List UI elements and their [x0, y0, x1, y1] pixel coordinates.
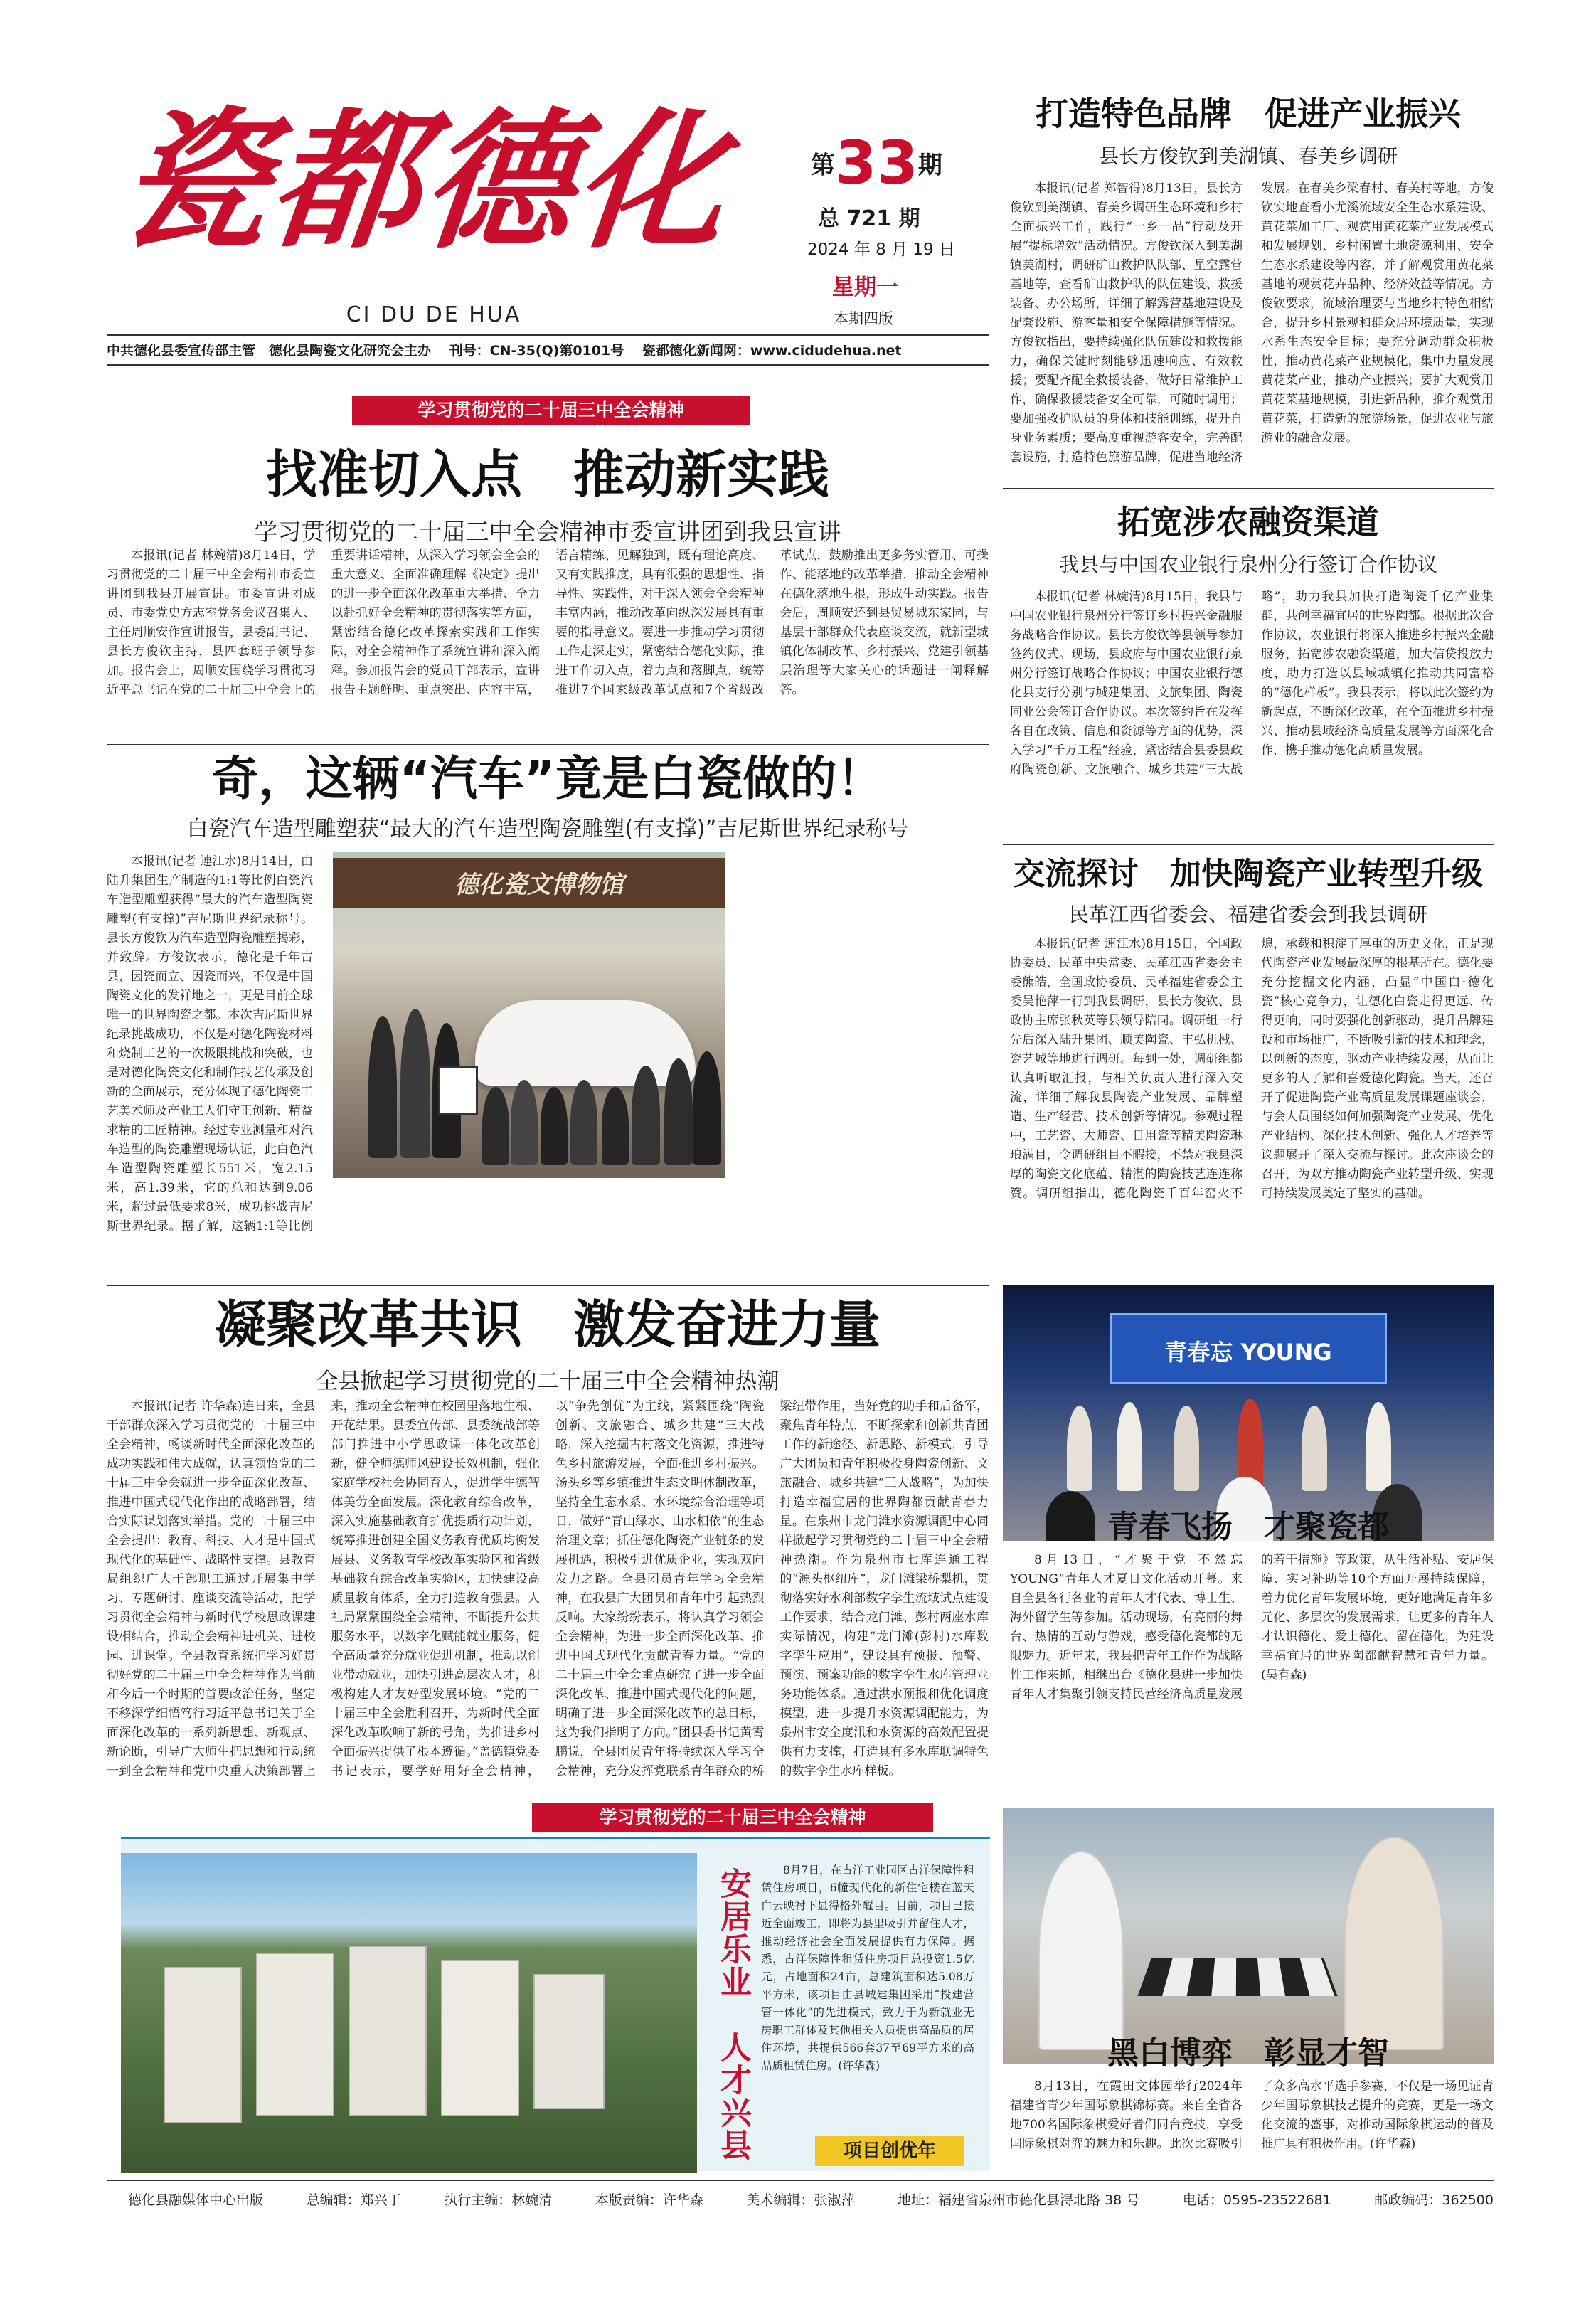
person [400, 1009, 430, 1158]
footer-address: 地址：福建省泉州市德化县浔北路 38 号 [898, 2192, 1140, 2208]
footer [128, 2190, 1494, 2214]
chess-board [1137, 1958, 1337, 1996]
stage-screen-text: 青春忘 YOUNG [1164, 1339, 1332, 1366]
article1-body: 本报讯(记者 林婉清)8月14日，学习贯彻党的二十届三中全会精神市委宣讲团到我县开展宣讲。市委宣讲团成员、市委党史方志室党务会议召集人、主任周顺安作宣讲报告，县委副书记、县长方俊钦主持，县四套班子领导参加。报告会上，周顺安围绕学习贯彻习近平总书记在党的二十届三中全会上的重要讲话精神，从深入学习领会全会的重大意义、全面准确理解《决定》提出的进一步全面深化改革重大举措、全力以赴抓好全会精神的贯彻落实等方面，紧密结合德化改革探索实践和工作实际，对全会精神作了系统宣讲和深入阐释。参加报告会的党员干部表示，宣讲报告主题鲜明、重点突出、内容丰富，语言精练、见解独到，既有理论高度、又有实践推度，具有很强的思想性、指导性、实践性，对于深入领会全会精神丰富内涵，推动改革向纵深发展具有重要的指导意义。要进一步推动学习贯彻工作走深走实，紧密结合德化实际，推进工作切入点，着力点和落脚点，统筹推进7个国家级改革试点和7个省级改革试点，鼓励推出更多务实管用、可操作、能落地的改革举措，推动全会精神在德化落地生根，形成生动实践。报告会后，周顺安还到县贸易城东家园，与基层干部群众代表座谈交流，就新型城镇化体制改革、乡村振兴、党建引领基层治理等大家关心的话题进一阐释解答。 [107, 548, 989, 697]
footer-phone: 电话：0595-23522681 [1182, 2192, 1331, 2208]
article2-body-col4 [743, 852, 989, 1279]
right-article3-title: 交流探讨 加快陶瓷产业转型升级 [1014, 856, 1483, 892]
project-tag: 项目创优年 [815, 2136, 964, 2166]
masthead-info [107, 340, 989, 364]
housing-feature-box [121, 1837, 990, 2171]
chess-body: 8月13日，在霞田文体园举行2024年福建省青少年国际象棋锦标赛。来自全省各地700名国际象棋爱好者们同台竞技，享受国际象棋对弈的魅力和乐趣。此次比赛吸引了众多高水平选手参赛，不仅是一场见证青少年国际象棋技艺提升的竞赛，更是一场文化交流的盛事，对推动国际象棋运动的普及推广具有积极作用。(许华森) [1010, 2079, 1494, 2151]
certificate [438, 1066, 478, 1115]
performer [1067, 1406, 1092, 1491]
weekday: 星期一 [832, 275, 898, 300]
youth-body: 8月13日，“才聚于党 不然忘YOUNG”青年人才夏日文化活动开幕。来自全县各行各业的青年人才代表、博士生、海外留学生等参加。活动现场，有亮丽的舞台、热情的互动与游戏，感受德化瓷都的无限魅力。近年来，我县把青年工作作为战略性工作来抓，相继出台《德化县进一步加快青年人才集聚引领支持民营经济高质量发展的若干措施》等政策，从生活补贴、安居保障、实习补助等10个方面开展持续保障，着力优化青年发展环境，更好地满足青年多元化、多层次的发展需求，让更多的青年人才认识德化、爱上德化、留在德化，为建设幸福宜居的世界陶都献智慧和青年力量。(吴有森) [1010, 1553, 1494, 1702]
logo-pinyin: CI DU DE HUA [346, 302, 522, 327]
article3-subtitle: 全县掀起学习贯彻党的二十届三中全会精神热潮 [316, 1369, 780, 1394]
footer-publisher: 德化县融媒体中心出版 [128, 2192, 264, 2208]
right-article3-body: 本报讯(记者 連江水)8月15日，全国政协委员、民革中央常委、民革江西省委会主委熊皓，全国政协委员、民革福建省委会主委吴艳萍一行到我县调研，县长方俊钦、县政协主席张秋英等县领导陪同。调研组一行先后深入陆升集团、顺美陶瓷、丰弘机械、瓷艺城等地进行调研。每到一处，调研组都认真听取汇报，与相关负责人进行深入交流，详细了解我县陶瓷产业发展、品牌塑造、生产经营、技术创新等情况。参观过程中，工艺瓷、大师瓷、日用瓷等精美陶瓷琳琅满目，令调研组目不暇接，不禁对我县深厚的陶瓷文化底蕴、精湛的陶瓷技艺连连称赞。调研组指出，德化陶瓷千百年窑火不熄，承载和积淀了厚重的历史文化，正是现代陶瓷产业发展最深厚的根基所在。德化要充分挖掘文化内涵，凸显“中国白·德化瓷”核心竞争力，让德化白瓷走得更远、传得更响，同时要强化创新驱动，提升品牌建设和市场推广，不断吸引新的技术和理念，以创新的态度，驱动产业持续发展，从而让更多的人了解和喜爱德化陶瓷。当天，还召开了促进陶瓷产业高质量发展课题座谈会，与会人员围绕如何加强陶瓷产业发展、优化产业结构、深化技术创新、强化人才培养等议题展开了深入交流与探讨。此次座谈会的召开，为双方推动陶瓷产业转型升级、实现可持续发展奠定了坚实的基础。 [1010, 937, 1494, 1201]
footer-editor: 总编辑：郑兴丁 [306, 2192, 401, 2208]
housing-vertical-title: 安居乐业 人才兴县 [715, 1867, 751, 2162]
housing-photo [121, 1853, 697, 2173]
player-right [1344, 1837, 1444, 2050]
youth-caption: 青春飞扬 才聚瓷都 [1107, 1509, 1389, 1545]
building [256, 1953, 334, 2116]
right-article1-title: 打造特色品牌 促进产业振兴 [1036, 95, 1461, 133]
footer-exec-editor: 执行主编：林婉清 [444, 2192, 553, 2208]
housing-body: 8月7日，在古洋工业园区古洋保障性租赁住房项目，6幢现代化的新住宅楼在蓝天白云映衬下显得格外醒目。目前，项目已接近全面竣工，即将为县里吸引并留住人才，推动经济社会全面发展提供有力保障。据悉，古洋保障性租赁住房项目总投资1.5亿元，占地面积24亩，总建筑面积达5.08万平方米，该项目由县城建集团采用“投建营管一体化”的先进模式，致力于为新就业无房职工群体及其他相关人员提供高品质的居住环境，共提供566套37至69平方米的高品质租赁住房。(许华森) [761, 1864, 974, 2072]
website-info: 瓷都德化新闻网：www.cidudehua.net [642, 343, 902, 359]
right-article1-body: 本报讯(记者 郑智得)8月13日，县长方俊钦到美湖镇、春美乡调研生态环境和乡村全面振兴工作，践行“一乡一品”行动及开展“提标增效”活动情况。方俊钦深入到美湖镇美湖村，调研矿山救护队队部、星空露营基地等，查看矿山救护队的队伍建设、救援装备、办公场所，详细了解露营基地建设及配套设施、游客量和安全保障措施等情况。方俊钦指出，要持续强化队伍建设和救援能力，确保关键时刻能够迅速响应、有效救援；要配齐配全救援装备，做好日常维护工作，确保救援装备安全可靠，可随时调用；要加强救护队员的身体和技能训练，提升自身业务素质；要高度重视游客安全，完善配套设施，打造特色旅游品牌，促进当地经济发展。在春美乡梁春村、春美村等地，方俊钦实地查看小尤溪流域安全生态水系建设、黄花菜加工厂、观赏用黄花菜产业发展模式和发展规划、乡村闲置土地资源利用、安全生态水系建设等内容，并了解观赏用黄花菜基地的观赏花卉品种、经济效益等情况。方俊钦要求，流域治理要与当地乡村特色相结合，提升乡村景观和群众居环境质量，实现水系生态安全目标；要充分调动群众积极性，推动黄花菜产业规模化，集中力量发展黄花菜产业，推动产业振兴；要扩大观赏用黄花菜基地规模，引进新品种，推介观赏用黄花菜，打造新的旅游场景，促进农业与旅游业的融合发展。 [1010, 181, 1494, 465]
person [482, 1087, 509, 1165]
right-article2-body: 本报讯(记者 林婉清)8月15日，我县与中国农业银行泉州分行签订乡村振兴金融服务战略合作协议。县长方俊钦等县领导参加签约仪式。现场，县政府与中国农业银行泉州分行签订战略合作协议；中国农业银行德化县支行分别与城建集团、文旅集团、陶瓷同业公会签订合作协议。本次签约旨在发挥各自在政策、信息和资源等方面的优势，深入学习“千万工程”经验，紧密结合县委县政府陶瓷创新、文旅融合、城乡共建“三大战略”，助力我县加快打造陶瓷千亿产业集群，共创幸福宜居的世界陶都。根据此次合作协议，农业银行将深入推进乡村振兴金融服务，拓宽涉农融资渠道，加大信贷投放力度，助力打造以县域城镇化推动共同富裕的“德化样板”。我县表示，将以此次签约为新起点，不断深化改革，在全面推进乡村振兴、推动县域经济高质量发展等方面深化合作，携手推动德化高质量发展。 [1010, 590, 1494, 777]
porcelain-car-photo [333, 852, 725, 1178]
sponsor-info: 中共德化县委宣传部主管 德化县陶瓷文化研究会主办 [107, 343, 432, 359]
article1-title: 找准切入点 推动新实践 [265, 445, 829, 504]
person [693, 1051, 721, 1165]
performer [1174, 1406, 1199, 1491]
article3-title: 凝聚改革共识 激发奋进力量 [214, 1295, 881, 1354]
right-article2-title: 拓宽涉农融资渠道 [1117, 503, 1379, 541]
masthead-rule-top [107, 334, 989, 336]
article3-body: 本报讯(记者 许华森)连日来，全县干部群众深入学习贯彻党的二十届三中全会精神，畅谈新时代全面深化改革的成功实践和伟大成就，认真领悟党的二十届三中全会就进一步全面深化改革、推进中国式现代化作出的战略部署，结合实际谋划落实举措。党的二十届三中全会提出：教育、科技、人才是中国式现代化的基础性、战略性支撑。县教育局组织广大干部职工通过开展集中学习、专题研讨、座谈交流等活动，把学习贯彻全会精神与新时代学校思政课建设相结合，推动全会精神进机关、进校园、进课堂。全县教育系统把学习好贯彻好党的二十届三中全会精神作为当前和今后一个时期的首要政治任务，坚定不移深学细悟笃行习近平总书记关于全面深化改革的一系列新思想、新观点、新论断，引导广大师生把思想和行动统一到全会精神和党中央重大决策部署上来，推动全会精神在校园里落地生根、开花结果。县委宣传部、县委统战部等部门推进中小学思政课一体化改革创新，健全师德师风建设长效机制，强化家庭学校社会协同育人，促进学生德智体美劳全面发展。深化教育综合改革，深入实施基础教育扩优提质行动计划，统筹推进创建全国义务教育优质均衡发展县、义务教育学校改革实验区和省级基础教育综合改革实验区，加快建设高质量教育体系，全力打造教育强县。人社局紧紧围绕全会精神，不断提升公共服务水平，以数字化赋能就业服务，健全高质量充分就业促进机制，推动以创业带动就业，加快引进高层次人才，积极构建人才友好型发展环境。“党的二十届三中全会胜利召开，为新时代全面深化改革吹响了新的号角，为推进乡村全面振兴提供了根本遵循。”盖德镇党委书记表示，要学好用好全会精神，以“争先创优”为主线，紧紧围绕“陶瓷创新、文旅融合、城乡共建”三大战略，深入挖掘古村落文化资源，推进特色乡村旅游发展，全面推进乡村振兴。汤头乡等乡镇推进生态文明体制改革，坚持全生态水系、水环境综合治理等项目，做好“青山绿水、山水相依”的生态治理文章；抓住德化陶瓷产业链条的发展机遇，积极引进优质企业，实现双向发力之路。全县团员青年学习全会精神，在我县广大团员和青年中引起热烈反响。大家纷纷表示，将认真学习领会全会精神，为进一步全面深化改革、推进中国式现代化贡献青春力量。“党的二十届三中全会重点研究了进一步全面深化改革、推进中国式现代化的问题，明确了进一步全面深化改革的总目标，这为我们指明了方向。”团县委书记黄霄鹏说，全县团员青年将持续深入学习全会精神，充分发挥党联系青年群众的桥梁纽带作用，当好党的助手和后备军，聚焦青年特点，不断探索和创新共青团工作的新途径、新思路、新模式，引导广大团员和青年积极投身陶瓷创新、文旅融合、城乡共建“三大战略”，为加快打造幸福宜居的世界陶都贡献青春力量。在泉州市龙门滩水资源调配中心同样掀起学习贯彻党的二十届三中全会精神热潮。作为泉州市七库连通工程的“源头枢纽库”，龙门滩梁桥梨机，贯彻落实好水利部数字孪生流域试点建设工作要求，结合龙门滩、彭村两座水库实际情况，构建“龙门滩(彭村)水库数字孪生应用”，建设具有预报、预警、预演、预案功能的数字孪生水库管理业务功能体系。通过洪水预报和优化调度模型，进一步提升水资源调配能力，为泉州市安全度汛和水资源的高效配置提供有力支撑，打造具有多水库联调特色的数字孪生水库样板。 [107, 1399, 989, 1778]
footer-art-editor: 美术编辑：张淑萍 [746, 2192, 855, 2208]
page-count: 本期四版 [834, 310, 893, 327]
theme-banner-bottom: 学习贯彻党的二十届三中全会精神 [532, 1803, 933, 1832]
chess-caption: 黑白博弈 彰显才智 [1107, 2035, 1389, 2071]
issue-date: 2024 年 8 月 19 日 [807, 240, 955, 259]
person [602, 1087, 629, 1165]
white-car [475, 1000, 696, 1086]
article2-subtitle: 白瓷汽车造型雕塑获“最大的汽车造型陶瓷雕塑(有支撑)”吉尼斯世界纪录称号 [186, 817, 909, 842]
issue-number: 第33期 [811, 128, 942, 198]
performer [1366, 1402, 1391, 1491]
masthead [107, 43, 1003, 356]
person [632, 1066, 660, 1165]
performer [1302, 1406, 1327, 1491]
right-article1-subtitle: 县长方俊钦到美湖镇、春美乡调研 [1098, 144, 1398, 168]
building [441, 1960, 519, 2116]
building [164, 1967, 242, 2123]
logo: 瓷都德化 [110, 93, 738, 269]
publication-code: 刊号：CN-35(Q)第0101号 [449, 343, 624, 359]
person [368, 1016, 397, 1158]
theme-banner-top: 学习贯彻党的二十届三中全会精神 [352, 396, 750, 425]
footer-page-editor: 本版责编：许华森 [595, 2192, 703, 2208]
right-article3-subtitle: 民革江西省委会、福建省委会到我县调研 [1068, 903, 1427, 926]
person [541, 1087, 568, 1165]
footer-zip: 邮政编码：362500 [1374, 2192, 1494, 2208]
article2-title: 奇，这辆“汽车”竟是白瓷做的！ [211, 751, 884, 806]
masthead-rule-bottom [107, 364, 989, 366]
performer [1117, 1402, 1142, 1491]
person [511, 1080, 538, 1165]
right-divider-2 [1003, 844, 1494, 845]
building [533, 1974, 605, 2109]
player-left [1038, 1851, 1124, 2050]
right-divider-1 [1003, 488, 1494, 489]
footer-rule [107, 2180, 1494, 2181]
total-issue: 总 721 期 [818, 206, 920, 231]
person [570, 1080, 597, 1165]
youth-event-photo [1003, 1285, 1494, 1541]
divider-2 [107, 1285, 989, 1286]
chess-tournament-photo [1003, 1808, 1494, 2064]
article2-body-col1: 本报讯(记者 連江水)8月14日，由陆升集团生产制造的1:1等比例白瓷汽车造型雕塑获得“最大的汽车造型陶瓷雕塑(有支撑)”吉尼斯世界纪录称号。县长方俊钦为汽车造型陶瓷雕塑揭彩，并致辞。方俊钦表示，德化是千年古县，因瓷而立、因瓷而兴，不仅是中国陶瓷文化的发祥地之一，更是目前全球唯一的世界陶瓷之都。本次吉尼斯世界纪录挑战成功，不仅是对德化陶瓷材料和烧制工艺的一次极限挑战和突破，也是对德化陶瓷文化和制作技艺传承及创新的全面展示，充分体现了德化陶瓷工艺美术师及产业工人们守正创新、精益求精的工匠精神。经过专业测量和对汽车造型的陶瓷雕塑现场认证，此白色汽车造型陶瓷雕塑长551米，宽2.15米，高1.39米，它的总和达到9.06米，超过最低要求8米，成功挑战吉尼斯世界纪录。据了解，这辆1:1等比例 [107, 854, 313, 1233]
person [664, 1058, 693, 1165]
building [349, 1946, 427, 2116]
article1-subtitle: 学习贯彻党的二十届三中全会精神市委宣讲团到我县宣讲 [254, 518, 841, 546]
right-article2-subtitle: 我县与中国农业银行泉州分行签订合作协议 [1058, 553, 1437, 576]
divider-1 [107, 744, 989, 745]
museum-sign-text: 德化瓷文博物馆 [454, 871, 624, 899]
